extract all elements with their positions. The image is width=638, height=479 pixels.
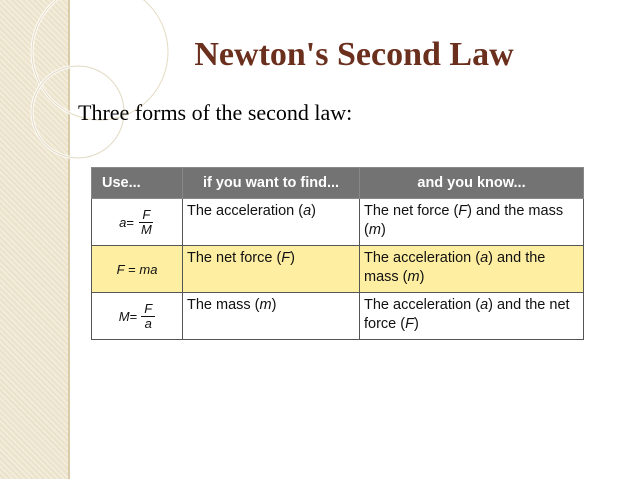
find-text-end: ) [311, 203, 316, 219]
know-cell [360, 246, 584, 293]
formula-mass [92, 293, 183, 340]
table-header-row [92, 168, 584, 199]
know-text: ) and the net force ( [364, 297, 570, 332]
formula-lhs: a [119, 214, 127, 230]
know-text-end: ) [419, 269, 425, 285]
formula-rhs: ma [139, 261, 158, 277]
know-text: ) and the mass ( [364, 250, 546, 285]
table-row [92, 293, 584, 340]
find-text: The acceleration ( [187, 203, 304, 219]
slide-subtitle: Three forms of the second law: [78, 100, 353, 125]
find-cell [183, 246, 360, 293]
fraction-denominator: a [144, 315, 152, 331]
find-variable: a [303, 203, 312, 219]
fraction-numerator: F [141, 302, 155, 317]
know-variable: m [368, 222, 381, 238]
formula-equals: = [124, 261, 140, 277]
know-text: The acceleration ( [364, 250, 481, 266]
fraction-numerator: F [139, 208, 153, 223]
know-cell [360, 199, 584, 246]
formula-equals: = [126, 214, 134, 230]
know-variable: a [480, 250, 489, 266]
formula-lhs: F [116, 261, 125, 277]
formula-equals: = [129, 308, 138, 324]
know-variable: F [405, 316, 414, 332]
slide-title: Newton's Second Law [194, 36, 514, 73]
formula-acceleration [92, 199, 183, 246]
fraction [141, 302, 155, 331]
know-text-end: ) [413, 316, 419, 332]
know-variable: a [480, 297, 489, 313]
find-variable: F [281, 250, 291, 266]
find-variable: m [259, 297, 272, 313]
know-text: The acceleration ( [364, 297, 481, 313]
formula-net-force [92, 246, 183, 293]
find-cell [183, 199, 360, 246]
know-cell [360, 293, 584, 340]
header-use: Use... [92, 168, 183, 199]
know-text-end: ) [380, 222, 386, 238]
find-text-end: ) [290, 250, 295, 266]
find-cell [183, 293, 360, 340]
second-law-table [91, 167, 584, 340]
header-know: and you know... [360, 168, 584, 199]
know-variable: m [407, 269, 420, 285]
table-row [92, 246, 584, 293]
formula-lhs: M [118, 308, 130, 324]
know-text: The net force ( [364, 203, 459, 219]
know-text: ) and the mass ( [364, 203, 564, 238]
fraction-denominator: M [140, 221, 152, 237]
find-text: The mass ( [187, 297, 260, 313]
header-find: if you want to find... [183, 168, 360, 199]
find-text: The net force ( [187, 250, 282, 266]
find-text-end: ) [271, 297, 277, 313]
know-variable: F [458, 203, 468, 219]
fraction [138, 208, 155, 237]
table-row [92, 199, 584, 246]
